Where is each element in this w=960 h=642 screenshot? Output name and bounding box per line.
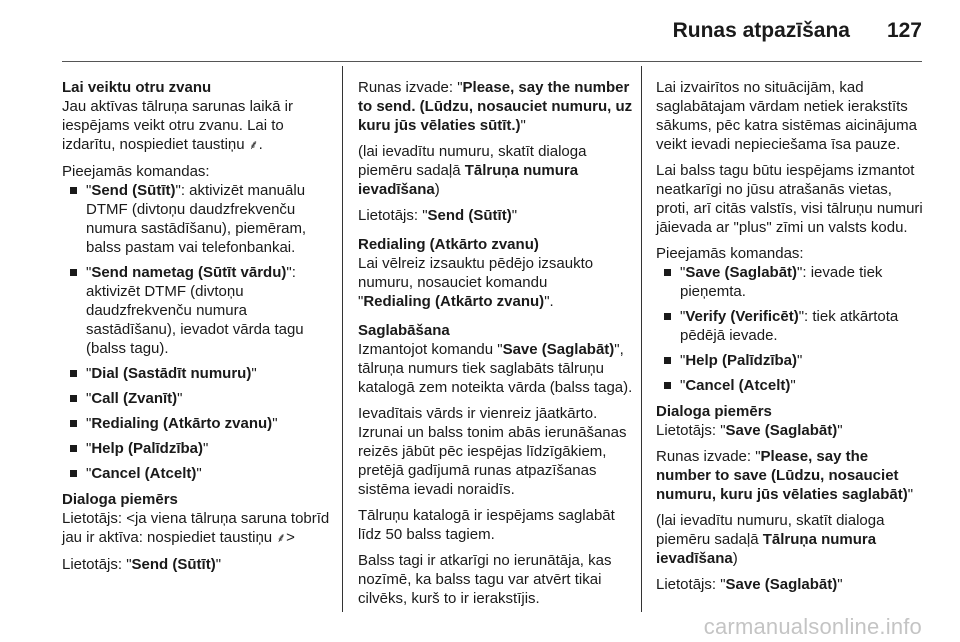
list-item: "Help (Palīdzība)" <box>62 439 334 458</box>
page-title: Runas atpazīšana <box>672 19 850 42</box>
command-list <box>656 263 926 395</box>
section-heading: Saglabāšana <box>358 322 450 339</box>
paragraph: Lietotājs: "Send (Sūtīt)" <box>62 556 222 573</box>
bullet-icon <box>664 357 671 364</box>
paragraph: Lietotājs: "Save (Saglabāt)" <box>656 576 843 593</box>
bullet-icon <box>664 269 671 276</box>
bullet-icon <box>70 370 77 377</box>
list-item: "Save (Saglabāt)": ievade tiek pieņemta. <box>656 263 926 301</box>
column-divider <box>342 66 343 612</box>
list-item: "Send (Sūtīt)": aktivizēt manuālu DTMF (divtoņu daudzfrekvenču numura sastādīšanu), piemēram, balss pastam vai telefonbankai. <box>62 181 334 257</box>
commands-intro: Pieejamās komandas: <box>62 163 210 180</box>
paragraph: Jau aktīvas tālruņa sarunas laikā ir iespējams veikt otru zvanu. Lai to izdarītu, nospiediet taustiņu ⸙. <box>62 98 293 153</box>
section-heading: Dialoga piemērs <box>656 403 772 420</box>
phone-icon: ⸙ <box>248 138 259 153</box>
paragraph: Runas izvade: "Please, say the number to save (Lūdzu, nosauciet numuru, kuru jūs vēlaties saglabāt)" <box>656 448 914 503</box>
commands-intro: Pieejamās komandas: <box>656 245 804 262</box>
page-number: 127 <box>886 19 922 42</box>
list-item: "Cancel (Atcelt)" <box>62 464 334 483</box>
paragraph: Izmantojot komandu "Save (Saglabāt)", tālruņa numurs tiek saglabāts tālruņu katalogā zem noteikta vārda (balss taga). <box>358 341 633 396</box>
bullet-icon <box>70 420 77 427</box>
page-header <box>0 0 960 62</box>
paragraph: Lai vēlreiz izsauktu pēdējo izsaukto numuru, nosauciet komandu "Redialing (Atkārto zvanu)". <box>358 255 594 310</box>
bullet-icon <box>70 445 77 452</box>
column-2 <box>358 78 633 615</box>
section-heading: Lai veiktu otru zvanu <box>62 79 212 96</box>
bullet-icon <box>70 187 77 194</box>
paragraph: Ievadītais vārds ir vienreiz jāatkārto. Izrunai un balss tonim abās ierunāšanas reizēs jābūt pēc iespējas līdzīgākiem, pretējā gadījumā runas atpazīšanas sistēma ievadi noraidīs. <box>358 405 627 498</box>
column-3 <box>656 78 926 601</box>
watermark: carmanualsonline.info <box>703 614 922 639</box>
paragraph: Balss tagi ir atkarīgi no ierunātāja, kas nozīmē, ka balss tagu var atvērt tikai cilvēks, kurš to ir ierakstījis. <box>358 552 612 607</box>
paragraph: (lai ievadītu numuru, skatīt dialoga piemēru sadaļā Tālruņa numura ievadīšana) <box>656 512 885 567</box>
phone-icon: ⸙ <box>276 531 287 546</box>
list-item: "Help (Palīdzība)" <box>656 351 926 370</box>
paragraph: Lietotājs: "Send (Sūtīt)" <box>358 207 518 224</box>
column-divider <box>641 66 642 612</box>
bullet-icon <box>70 470 77 477</box>
paragraph: (lai ievadītu numuru, skatīt dialoga piemēru sadaļā Tālruņa numura ievadīšana) <box>358 143 587 198</box>
paragraph: Lietotājs: "Save (Saglabāt)" <box>656 422 843 439</box>
list-item: "Cancel (Atcelt)" <box>656 376 926 395</box>
bullet-icon <box>70 395 77 402</box>
bullet-icon <box>664 313 671 320</box>
list-item: "Dial (Sastādīt numuru)" <box>62 364 334 383</box>
paragraph: Lai balss tagu būtu iespējams izmantot neatkarīgi no jūsu atrašanās vietas, proti, arī citās valstīs, visi tālruņu numuri jāievada ar "plus" zīmi un valsts kodu. <box>656 162 923 236</box>
paragraph: Lietotājs: <ja viena tālruņa saruna tobrīd jau ir aktīva: nospiediet taustiņu ⸙> <box>62 510 330 546</box>
section-heading: Dialoga piemērs <box>62 491 178 508</box>
list-item: "Send nametag (Sūtīt vārdu)": aktivizēt DTMF (divtoņu daudzfrekvenču numura sastādīšanu), ievadot vārda tagu (balss tagu). <box>62 263 334 358</box>
command-list <box>62 181 334 483</box>
list-item: "Call (Zvanīt)" <box>62 389 334 408</box>
list-item: "Verify (Verificēt)": tiek atkārtota pēdējā ievade. <box>656 307 926 345</box>
list-item: "Redialing (Atkārto zvanu)" <box>62 414 334 433</box>
bullet-icon <box>70 269 77 276</box>
bullet-icon <box>664 382 671 389</box>
header-rule <box>62 61 922 62</box>
column-1 <box>62 78 334 581</box>
paragraph: Runas izvade: "Please, say the number to send. (Lūdzu, nosauciet numuru, uz kuru jūs vēlaties sūtīt.)" <box>358 79 633 134</box>
section-heading: Redialing (Atkārto zvanu) <box>358 236 539 253</box>
paragraph: Lai izvairītos no situācijām, kad saglabātajam vārdam netiek ierakstīts sākums, pēc katra sistēmas aicinājuma veikt ievadi nepieciešama īsa pauze. <box>656 79 917 153</box>
paragraph: Tālruņu katalogā ir iespējams saglabāt līdz 50 balss tagiem. <box>358 507 615 543</box>
